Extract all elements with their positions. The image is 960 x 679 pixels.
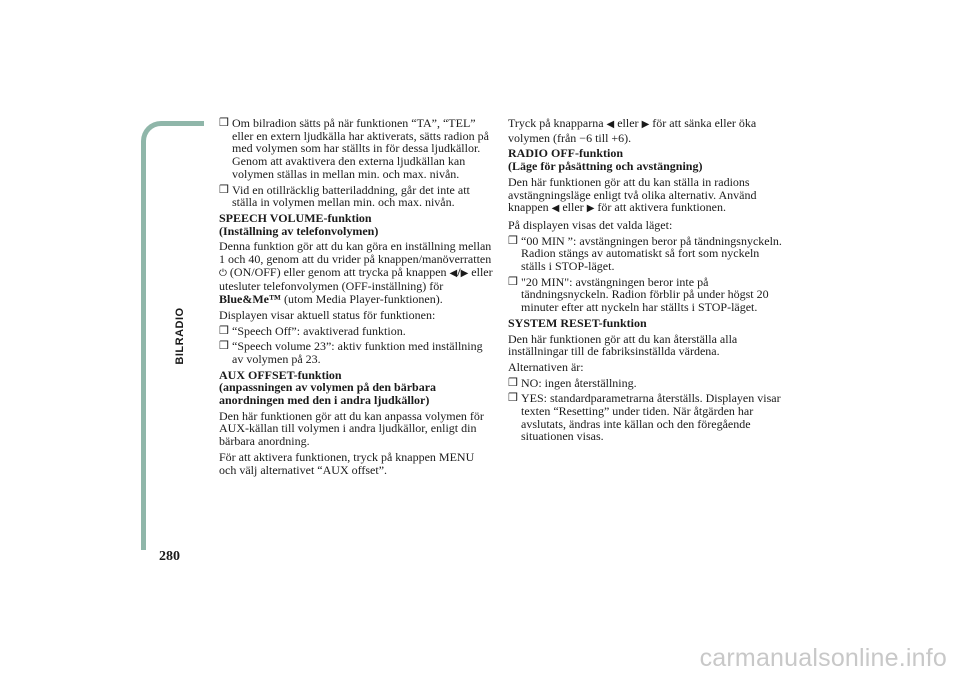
section-label: BILRADIO bbox=[174, 307, 186, 365]
paragraph: Den här funktionen gör att du kan återställa alla inställningar till de fabriksinställda värdena. bbox=[508, 331, 738, 359]
power-knob-icon: ⏻ bbox=[219, 267, 227, 279]
paragraph-text: eller bbox=[562, 200, 584, 215]
left-arrow-icon: ◀ bbox=[606, 119, 615, 130]
paragraph-text: eller bbox=[617, 116, 639, 130]
paragraph bbox=[508, 117, 783, 144]
bullet-icon: ❒ bbox=[219, 340, 229, 353]
bullet-icon: ❒ bbox=[219, 117, 229, 129]
bullet-icon: ❒ bbox=[219, 324, 229, 337]
list-item bbox=[219, 117, 494, 181]
bullet-icon: ❒ bbox=[508, 275, 518, 288]
brand-name: Blue&Me™ bbox=[219, 292, 281, 307]
section-heading: SYSTEM RESET-funktion bbox=[508, 315, 647, 330]
slash-glyph: / bbox=[457, 264, 461, 279]
bullet-icon: ❒ bbox=[219, 183, 229, 196]
sidebar-line-end bbox=[141, 540, 146, 550]
paragraph bbox=[508, 176, 783, 216]
paragraph: För att aktivera funktionen, tryck på knappen MENU och välj alternativet “AUX offset”. bbox=[219, 449, 475, 477]
bullet-icon: ❒ bbox=[508, 392, 518, 405]
paragraph: Displayen visar aktuell status för funktionen: bbox=[219, 307, 436, 322]
paragraph bbox=[219, 240, 494, 306]
list-item bbox=[508, 392, 783, 443]
section-heading: RADIO OFF-funktion bbox=[508, 146, 624, 161]
paragraph-text: (utom Media Player-funktionen). bbox=[284, 292, 443, 307]
paragraph: Den här funktionen gör att du kan anpassa volymen för AUX-källan till volymen i andra ljudkällor, enligt din bärbara anordning. bbox=[219, 408, 484, 449]
section-subheading: (anpassningen av volymen på den bärbara anordningen med den i andra ljudkällor) bbox=[219, 380, 437, 408]
page-number: 280 bbox=[159, 549, 180, 564]
list-item-text: Om bilradion sätts på när funktionen “TA”, “TEL” eller en extern ljudkälla har aktiverats, sätts radion på med volymen som har ställts in för dessa ljudkällor. Genom att avaktivera den externa ljudkällan kan volymen ställas in mellan min. och max. nivån. bbox=[232, 116, 489, 181]
right-column bbox=[508, 117, 783, 446]
paragraph-text: (ON/OFF) eller genom att trycka på knappen bbox=[229, 264, 447, 279]
bullet-icon: ❒ bbox=[508, 376, 518, 389]
paragraph-text: för att sänka eller öka volymen (från −6 till +6). bbox=[508, 116, 757, 145]
paragraph-text: Den här funktionen gör att du kan ställa in radions avstängningsläge enligt två olika alternativ. Använd knappen bbox=[508, 174, 757, 215]
section-sidebar-line bbox=[141, 121, 204, 546]
left-arrow-icon: ◀ bbox=[551, 203, 560, 215]
list-item bbox=[219, 325, 494, 338]
list-item bbox=[219, 340, 494, 365]
paragraph-text: Denna funktion gör att du kan göra en inställning mellan 1 och 40, genom att du vrider på knappen/manöverratten bbox=[219, 239, 492, 267]
paragraph: Alternativen är: bbox=[508, 359, 584, 374]
list-item bbox=[508, 276, 783, 314]
list-item bbox=[219, 184, 494, 209]
list-item-text: “Speech Off”: avaktiverad funktion. bbox=[232, 323, 406, 338]
list-item-text: NO: ingen återställning. bbox=[521, 375, 637, 390]
section-subheading: (Inställning av telefonvolymen) bbox=[219, 223, 379, 238]
list-item-text: Vid en otillräcklig batteriladdning, går det inte att ställa in volymen mellan min. och max. nivån. bbox=[232, 182, 470, 210]
list-item-text: “Speech volume 23”: aktiv funktion med inställning av volymen på 23. bbox=[232, 339, 483, 366]
section-heading: AUX OFFSET-funktion bbox=[219, 367, 342, 382]
left-arrow-icon: ◀ bbox=[449, 267, 458, 279]
list-item bbox=[508, 377, 783, 390]
section-heading: SPEECH VOLUME-funktion bbox=[219, 210, 372, 225]
right-arrow-icon: ▶ bbox=[586, 203, 595, 215]
section-subheading: (Läge för påsättning och avstängning) bbox=[508, 159, 703, 174]
list-item bbox=[508, 235, 783, 273]
paragraph: På displayen visas det valda läget: bbox=[508, 217, 673, 232]
list-item-text: "20 MIN": avstängningen beror inte på tändningsnyckeln. Radion förblir på under högst 20 minuter efter att nyckeln har ställts i STOP-läget. bbox=[521, 274, 769, 315]
list-item-text: YES: standardparametrarna återställs. Displayen visar texten “Resetting” under tiden. När åtgärden har avslutats, ändras inte källan och den föregående situationen visas. bbox=[521, 391, 781, 444]
list-item-text: “00 MIN ”: avstängningen beror på tändningsnyckeln. Radion stängs av automatiskt så fort som nyckeln ställs i STOP-läget. bbox=[521, 233, 782, 274]
paragraph-text: för att aktivera funktionen. bbox=[597, 200, 727, 215]
bullet-icon: ❒ bbox=[508, 234, 518, 247]
right-arrow-icon: ▶ bbox=[460, 267, 469, 279]
paragraph-text: eller utesluter telefonvolymen (OFF-inställning) för bbox=[219, 264, 493, 294]
watermark: carmanualsonline.info bbox=[699, 644, 947, 672]
right-arrow-icon: ▶ bbox=[641, 119, 650, 130]
left-column bbox=[219, 117, 494, 479]
paragraph-text: Tryck på knapparna bbox=[508, 116, 604, 130]
